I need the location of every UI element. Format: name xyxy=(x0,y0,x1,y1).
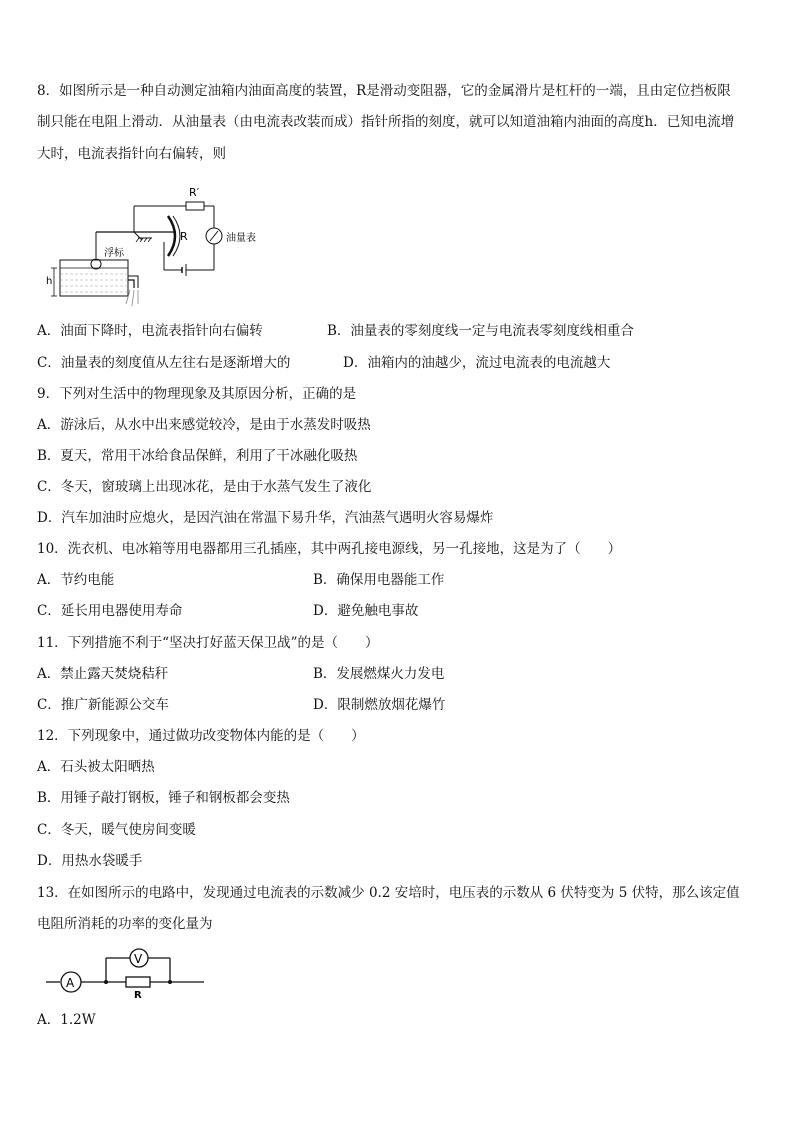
q9-option-a[interactable]: A．游泳后，从水中出来感觉较冷，是由于水蒸发时吸热 xyxy=(37,417,371,433)
q8-option-c[interactable]: C．油量表的刻度值从左往右是逐渐增大的 xyxy=(37,355,291,371)
q10-option-c[interactable]: C．延长用电器使用寿命 xyxy=(37,603,183,619)
ammeter-voltmeter-circuit-diagram xyxy=(40,938,210,1000)
q13-stem-line-1: 13．在如图所示的电路中，发现通过电流表的示数减少 0.2 安培时，电压表的示数从 6 伏特变为 5 伏特，那么该定值 xyxy=(37,885,740,901)
oil-gauge-circuit-diagram xyxy=(46,180,276,310)
height-label: h xyxy=(46,276,53,287)
q11-option-d[interactable]: D．限制燃放烟花爆竹 xyxy=(313,697,446,713)
fixed-resistor-label: R xyxy=(134,990,142,1000)
oil-meter-label: 油量表 xyxy=(226,233,256,244)
q8-option-a[interactable]: A．油面下降时，电流表指针向右偏转 xyxy=(37,323,263,339)
q12-option-c[interactable]: C．冬天，暖气使房间变暖 xyxy=(37,822,196,838)
r-prime-resistor xyxy=(186,202,204,210)
q12-option-d[interactable]: D．用热水袋暖手 xyxy=(37,853,143,869)
q11-stem: 11．下列措施不利于“坚决打好蓝天保卫战”的是（ ） xyxy=(37,635,379,651)
q8-option-d[interactable]: D．油箱内的油越少，流过电流表的电流越大 xyxy=(343,355,611,371)
ammeter-label: A xyxy=(66,976,75,990)
q8-option-b[interactable]: B．油量表的零刻度线一定与电流表零刻度线相重合 xyxy=(327,323,634,339)
q11-option-b[interactable]: B．发展燃煤火力发电 xyxy=(313,666,445,682)
q12-option-b[interactable]: B．用锤子敲打钢板，锤子和钢板都会变热 xyxy=(37,790,290,806)
q11-option-a[interactable]: A．禁止露天焚烧秸秆 xyxy=(37,666,169,682)
float-label: 浮标 xyxy=(104,248,124,259)
q8-stem-line-1: 8．如图所示是一种自动测定油箱内油面高度的装置，R是滑动变阻器，它的金属滑片是杠杆的一端，且由定位挡板限 xyxy=(37,83,731,99)
q12-option-a[interactable]: A．石头被太阳晒热 xyxy=(37,759,155,775)
q12-stem: 12．下列现象中，通过做功改变物体内能的是（ ） xyxy=(37,728,365,744)
q10-option-a[interactable]: A．节约电能 xyxy=(37,572,115,588)
q10-option-b[interactable]: B．确保用电器能工作 xyxy=(313,572,445,588)
q8-stem-line-3: 大时，电流表指针向右偏转，则 xyxy=(37,146,226,162)
q9-stem: 9．下列对生活中的物理现象及其原因分析，正确的是 xyxy=(37,386,357,402)
q11-option-c[interactable]: C．推广新能源公交车 xyxy=(37,697,169,713)
q10-option-d[interactable]: D．避免触电事故 xyxy=(313,603,419,619)
q9-option-c[interactable]: C．冬天，窗玻璃上出现冰花，是由于水蒸气发生了液化 xyxy=(37,479,372,495)
q13-stem-line-2: 电阻所消耗的功率的变化量为 xyxy=(37,916,213,932)
q8-stem-line-2: 制只能在电阻上滑动．从油量表（由电流表改装而成）指针所指的刻度，就可以知道油箱内油面的高度h．已知电流增 xyxy=(37,114,735,130)
outlet-pipe xyxy=(128,280,134,288)
q9-option-b[interactable]: B．夏天，常用干冰给食品保鲜，利用了干冰融化吸热 xyxy=(37,448,358,464)
q9-option-d[interactable]: D．汽车加油时应熄火，是因汽油在常温下易升华，汽油蒸气遇明火容易爆炸 xyxy=(37,510,494,526)
q10-stem: 10．洗衣机、电冰箱等用电器都用三孔插座，其中两孔接电源线，另一孔接地，这是为了（ ） xyxy=(37,541,622,557)
arc-resistor-label: R xyxy=(180,230,188,243)
fixed-resistor xyxy=(126,977,150,987)
arc-resistor xyxy=(168,216,175,256)
q13-option-a[interactable]: A．1.2W xyxy=(37,1012,96,1028)
r-prime-label: R′ xyxy=(189,186,200,199)
voltmeter-label: V xyxy=(134,952,143,966)
